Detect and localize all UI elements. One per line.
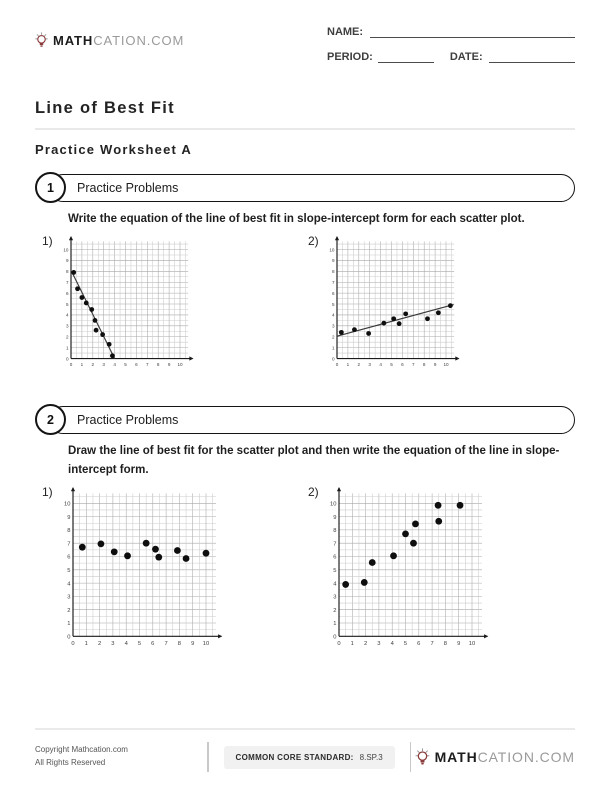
svg-text:1: 1 [331,345,335,351]
plot-group [308,485,575,650]
svg-text:4: 4 [378,362,382,368]
svg-text:4: 4 [331,313,335,319]
svg-text:5: 5 [331,302,335,308]
svg-text:3: 3 [65,323,69,329]
plot-number-label: 2) [308,485,319,500]
date-blank-line [489,49,575,63]
svg-text:9: 9 [331,258,335,264]
svg-text:3: 3 [102,362,105,368]
svg-text:9: 9 [332,514,337,521]
svg-text:4: 4 [112,362,116,368]
lightbulb-icon [35,32,48,49]
svg-text:8: 8 [331,269,335,275]
period-date-row [327,49,575,63]
svg-text:2: 2 [357,362,360,368]
svg-text:4: 4 [332,581,337,588]
page-header [0,0,610,74]
svg-text:5: 5 [123,362,127,368]
plot-group [42,485,308,650]
svg-text:6: 6 [400,362,404,368]
section-2-plots [35,485,575,650]
svg-text:7: 7 [145,362,149,368]
section-1 [0,172,610,371]
svg-text:0: 0 [65,356,69,362]
scatter-plot-1 [58,234,197,371]
svg-text:8: 8 [332,528,337,535]
plot-number-label: 1) [42,485,53,500]
svg-text:6: 6 [134,362,138,368]
section-2-heading: Practice Problems [49,406,575,434]
svg-text:7: 7 [65,280,69,286]
svg-text:9: 9 [167,362,171,368]
svg-text:5: 5 [389,362,393,368]
svg-text:0: 0 [332,634,337,641]
svg-text:9: 9 [65,258,69,264]
svg-text:10: 10 [202,641,209,648]
section-2 [0,404,610,650]
page-footer [0,728,610,790]
plot-number-label: 2) [308,234,319,249]
svg-text:10: 10 [177,362,183,368]
standard-label: COMMON CORE STANDARD: [235,752,354,762]
svg-text:1: 1 [84,641,88,648]
header-logo [35,32,184,49]
svg-text:10: 10 [329,501,337,508]
svg-text:10: 10 [63,501,71,508]
svg-text:0: 0 [66,634,71,641]
copyright-line-1: Copyright Mathcation.com [35,745,128,755]
svg-text:6: 6 [416,641,421,648]
footer-vertical-divider [410,742,412,772]
standard-value: 8.SP.3 [359,752,383,762]
svg-text:3: 3 [331,323,335,329]
svg-text:8: 8 [443,641,447,648]
svg-text:9: 9 [456,641,460,648]
svg-text:5: 5 [66,568,71,575]
footer-logo [415,748,575,767]
svg-text:6: 6 [65,291,69,297]
svg-text:0: 0 [331,356,335,362]
svg-text:0: 0 [335,362,338,368]
period-blank-line [378,49,434,63]
section-1-instruction: Write the equation of the line of best fit in slope-intercept form for each scatter plot. [68,213,525,225]
period-label: PERIOD: [327,51,373,63]
svg-text:8: 8 [65,269,69,275]
svg-text:1: 1 [346,362,349,368]
plot-group [308,234,575,371]
svg-text:4: 4 [124,641,128,648]
svg-text:5: 5 [137,641,141,648]
footer-divider-line [35,728,575,730]
svg-text:10: 10 [329,247,335,253]
plot-number-label: 1) [42,234,53,249]
name-blank-line [370,24,575,38]
footer-vertical-divider [207,742,209,772]
worksheet-subtitle: Practice Worksheet A [35,142,192,157]
svg-text:0: 0 [71,641,75,648]
svg-text:4: 4 [65,313,69,319]
copyright-text [35,744,207,770]
svg-text:7: 7 [411,362,415,368]
svg-text:5: 5 [332,568,337,575]
svg-text:7: 7 [332,541,337,548]
name-field-row [327,24,575,38]
svg-text:4: 4 [390,641,394,648]
scatter-plot-4 [324,485,492,650]
svg-text:2: 2 [65,334,69,340]
svg-text:10: 10 [443,362,449,368]
copyright-line-2: All Rights Reserved [35,758,106,767]
common-core-badge [224,746,395,769]
svg-text:3: 3 [332,594,337,601]
svg-text:3: 3 [376,641,381,648]
svg-text:10: 10 [63,247,69,253]
svg-text:5: 5 [65,302,69,308]
svg-text:8: 8 [177,641,181,648]
svg-text:6: 6 [150,641,155,648]
section-1-header [35,172,575,203]
svg-text:9: 9 [433,362,437,368]
section-1-heading: Practice Problems [49,174,575,202]
svg-text:3: 3 [110,641,115,648]
svg-text:6: 6 [66,554,71,561]
svg-text:7: 7 [430,641,434,648]
brand-text: MATHCATION.COM [434,749,575,765]
svg-text:7: 7 [331,280,335,286]
svg-text:2: 2 [97,641,101,648]
brand-text: MATHCATION.COM [53,33,185,48]
svg-text:1: 1 [350,641,354,648]
scatter-plot-3 [58,485,226,650]
section-2-number-badge: 2 [35,404,66,435]
section-1-plots [35,234,575,371]
svg-text:9: 9 [190,641,194,648]
svg-text:10: 10 [468,641,475,648]
title-divider [35,128,575,130]
svg-text:2: 2 [332,608,337,615]
section-2-instruction: Draw the line of best fit for the scatter plot and then write the equation of the line in slope-intercept form. [68,445,560,476]
page-title: Line of Best Fit [35,99,175,117]
svg-text:8: 8 [156,362,160,368]
svg-text:1: 1 [65,345,69,351]
lightbulb-icon [415,748,430,767]
svg-text:6: 6 [332,554,337,561]
student-fields [327,20,575,74]
svg-text:1: 1 [332,621,337,628]
svg-text:5: 5 [403,641,407,648]
svg-text:1: 1 [80,362,83,368]
svg-text:2: 2 [331,334,335,340]
svg-text:0: 0 [337,641,341,648]
title-block [0,74,610,172]
svg-text:2: 2 [363,641,367,648]
svg-text:8: 8 [66,528,71,535]
svg-text:7: 7 [164,641,168,648]
date-label: DATE: [449,51,483,63]
svg-text:8: 8 [422,362,426,368]
svg-text:1: 1 [66,621,71,628]
scatter-plot-2 [324,234,463,371]
svg-text:6: 6 [331,291,335,297]
section-2-header [35,404,575,435]
svg-text:0: 0 [69,362,72,368]
svg-text:3: 3 [66,594,71,601]
svg-text:9: 9 [66,514,71,521]
name-label: NAME: [327,26,364,38]
svg-text:7: 7 [66,541,71,548]
svg-text:2: 2 [66,608,71,615]
svg-text:4: 4 [66,581,71,588]
plot-group [42,234,308,371]
svg-text:2: 2 [91,362,94,368]
section-1-number-badge: 1 [35,172,66,203]
svg-text:3: 3 [368,362,371,368]
